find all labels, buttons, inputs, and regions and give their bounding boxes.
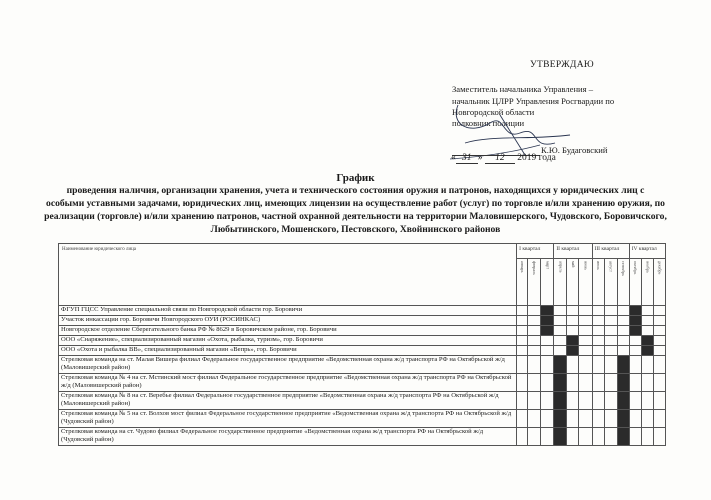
scheduled-month-cell <box>629 326 641 336</box>
scheduled-month-cell <box>554 410 567 428</box>
month-cell <box>567 392 579 410</box>
table-row <box>59 374 666 392</box>
month-cell <box>517 428 528 446</box>
approver-name: К.Ю. Будаговский <box>541 145 608 155</box>
month-cell <box>541 410 554 428</box>
month-cell <box>579 410 592 428</box>
month-cell <box>641 428 653 446</box>
month-cell <box>617 306 629 316</box>
month-label: октябрь <box>633 261 639 275</box>
month-cell <box>604 306 617 316</box>
month-cell <box>517 392 528 410</box>
month-cell <box>604 336 617 346</box>
month-cell <box>528 410 541 428</box>
table-row <box>59 316 666 326</box>
month-cell <box>617 326 629 336</box>
month-cell <box>592 428 604 446</box>
scheduled-month-cell <box>554 392 567 410</box>
company-name-cell: Стрелковая команда на ст. Малая Вишера филиал Федеральное государственное предприятие «Ведомственная охрана ж/д транспорта РФ на Октябрьской ж/д (Маловишерский район) <box>59 356 517 374</box>
month-label: июль <box>596 261 602 270</box>
month-cell <box>541 392 554 410</box>
header-month <box>541 259 554 306</box>
month-cell <box>592 356 604 374</box>
scheduled-month-cell <box>617 410 629 428</box>
header-company-name: Наименование юридического лица <box>59 244 517 306</box>
header-month <box>641 259 653 306</box>
table-row <box>59 326 666 336</box>
month-cell <box>528 316 541 326</box>
month-cell <box>528 356 541 374</box>
approval-date <box>451 153 556 164</box>
month-cell <box>554 346 567 356</box>
document-title: График <box>336 172 375 184</box>
month-cell <box>567 316 579 326</box>
schedule-table <box>58 243 666 446</box>
scheduled-month-cell <box>541 316 554 326</box>
scheduled-month-cell <box>617 392 629 410</box>
title-line-1: проведения наличия, организации хранения, учета и технического состояния оружия и патронов, находящихся у юридических лиц с <box>66 185 645 196</box>
month-cell <box>567 356 579 374</box>
month-cell <box>541 428 554 446</box>
month-cell <box>604 410 617 428</box>
month-cell <box>592 392 604 410</box>
month-cell <box>641 356 653 374</box>
month-cell <box>629 336 641 346</box>
date-month: 12 <box>485 153 515 164</box>
month-cell <box>617 316 629 326</box>
month-cell <box>528 374 541 392</box>
header-month <box>554 259 567 306</box>
month-cell <box>517 316 528 326</box>
month-cell <box>641 326 653 336</box>
month-cell <box>567 306 579 316</box>
header-month <box>629 259 641 306</box>
scheduled-month-cell <box>567 346 579 356</box>
month-cell <box>528 346 541 356</box>
month-label: июнь <box>583 261 589 271</box>
company-name-cell: Стрелковая команда № 4 на ст. Мстинский мост филиал Федеральное государственное предприятие «Ведомственная охрана ж/д транспорта РФ на Октябрьской ж/д (Маловишерский район) <box>59 374 517 392</box>
month-cell <box>629 356 641 374</box>
month-cell <box>528 392 541 410</box>
month-cell <box>541 356 554 374</box>
approval-heading: УТВЕРЖДАЮ <box>530 60 594 70</box>
month-cell <box>541 336 554 346</box>
header-month <box>604 259 617 306</box>
month-label: апрель <box>558 261 564 273</box>
month-cell <box>554 326 567 336</box>
table-row <box>59 346 666 356</box>
title-line-4: Любытинского, Мошенского, Пестовского, Хвойнинского районов <box>210 224 501 235</box>
month-cell <box>629 374 641 392</box>
month-cell <box>528 428 541 446</box>
header-month <box>653 259 665 306</box>
month-cell <box>517 356 528 374</box>
month-cell <box>567 326 579 336</box>
company-name-cell: Новгородское отделение Сберегательного банка РФ № 8629 в Боровичском районе, гор. Боровичи <box>59 326 517 336</box>
header-month <box>579 259 592 306</box>
month-cell <box>541 346 554 356</box>
month-cell <box>617 336 629 346</box>
approval-position-line-1: Заместитель начальника Управления – <box>452 84 594 94</box>
month-cell <box>653 410 665 428</box>
month-cell <box>528 336 541 346</box>
scheduled-month-cell <box>554 374 567 392</box>
scheduled-month-cell <box>541 306 554 316</box>
header-month <box>617 259 629 306</box>
month-cell <box>579 316 592 326</box>
month-cell <box>629 410 641 428</box>
scheduled-month-cell <box>629 306 641 316</box>
month-cell <box>554 316 567 326</box>
month-cell <box>604 392 617 410</box>
month-cell <box>653 356 665 374</box>
scheduled-month-cell <box>554 356 567 374</box>
scheduled-month-cell <box>617 374 629 392</box>
header-quarter-2: II квартал <box>554 244 592 259</box>
month-cell <box>629 346 641 356</box>
scheduled-month-cell <box>617 356 629 374</box>
month-label: май <box>570 261 576 268</box>
month-cell <box>653 336 665 346</box>
scheduled-month-cell <box>567 336 579 346</box>
month-cell <box>528 306 541 316</box>
header-month <box>567 259 579 306</box>
approval-position-line-2: начальник ЦЛРР Управления Росгвардии по <box>452 96 615 106</box>
month-label: ноябрь <box>645 261 651 273</box>
month-cell <box>579 346 592 356</box>
month-label: январь <box>520 261 526 273</box>
month-cell <box>653 326 665 336</box>
month-cell <box>528 326 541 336</box>
month-cell <box>554 336 567 346</box>
month-cell <box>653 374 665 392</box>
month-cell <box>579 336 592 346</box>
month-cell <box>554 306 567 316</box>
header-quarter-4: IV квартал <box>629 244 665 259</box>
month-cell <box>579 428 592 446</box>
month-cell <box>641 316 653 326</box>
month-cell <box>604 356 617 374</box>
month-cell <box>641 410 653 428</box>
month-label: декабрь <box>657 261 663 275</box>
month-cell <box>641 374 653 392</box>
month-cell <box>653 428 665 446</box>
month-cell <box>517 336 528 346</box>
scheduled-month-cell <box>554 428 567 446</box>
approval-position-line-3: Новгородской области <box>452 107 535 117</box>
month-cell <box>592 316 604 326</box>
month-cell <box>567 428 579 446</box>
date-open-quote: « <box>451 153 456 163</box>
scheduled-month-cell <box>641 336 653 346</box>
month-cell <box>567 410 579 428</box>
company-name-cell: Стрелковая команда № 5 на ст. Волхов мост филиал Федеральное государственное предприятие «Ведомственная охрана ж/д транспорта РФ на Октябрьской ж/д (Чудовский район) <box>59 410 517 428</box>
month-cell <box>592 326 604 336</box>
month-cell <box>579 356 592 374</box>
header-quarter-3: III квартал <box>592 244 629 259</box>
month-cell <box>592 410 604 428</box>
month-label: февраль <box>532 261 538 275</box>
date-close-quote: » <box>477 153 483 163</box>
month-cell <box>517 326 528 336</box>
month-cell <box>592 306 604 316</box>
month-cell <box>517 374 528 392</box>
table-row <box>59 336 666 346</box>
month-cell <box>579 306 592 316</box>
month-label: август <box>608 261 614 272</box>
month-cell <box>629 428 641 446</box>
header-month <box>528 259 541 306</box>
month-cell <box>653 346 665 356</box>
company-name-cell: Стрелковая команда № 8 на ст. Веребье филиал Федеральное государственное предприятие «Ведомственная охрана ж/д транспорта РФ на Октябрьской ж/д (Маловишерский район) <box>59 392 517 410</box>
approval-position-line-4: полковник полиции <box>452 118 525 128</box>
scheduled-month-cell <box>541 326 554 336</box>
month-cell <box>517 410 528 428</box>
month-cell <box>653 306 665 316</box>
month-cell <box>567 374 579 392</box>
month-label: март <box>545 261 551 269</box>
date-day: 31 <box>456 153 478 164</box>
header-month <box>517 259 528 306</box>
month-cell <box>592 374 604 392</box>
table-row <box>59 428 666 446</box>
month-cell <box>604 374 617 392</box>
company-name-cell: ООО «Охота и рыбалка ВВ», специализированный магазин «Вепрь», гор. Боровичи <box>59 346 517 356</box>
company-name-cell: ООО «Снаряжение», специализированный магазин «Охота, рыбалка, туризм», гор. Боровичи <box>59 336 517 346</box>
table-row <box>59 356 666 374</box>
month-cell <box>579 392 592 410</box>
month-cell <box>641 306 653 316</box>
month-cell <box>592 336 604 346</box>
month-cell <box>517 306 528 316</box>
table-row <box>59 410 666 428</box>
month-cell <box>604 316 617 326</box>
month-cell <box>641 392 653 410</box>
month-cell <box>592 346 604 356</box>
month-cell <box>629 392 641 410</box>
scheduled-month-cell <box>629 316 641 326</box>
month-cell <box>653 316 665 326</box>
month-cell <box>604 346 617 356</box>
table-row <box>59 306 666 316</box>
scheduled-month-cell <box>641 346 653 356</box>
date-year: 2019 года <box>517 153 556 163</box>
title-line-3: реализации (торговле) и/или хранению патронов, частной охранной деятельности на территории Маловишерского, Чудовского, Боровичского, <box>44 211 667 222</box>
title-line-2: особыми уставными задачами, юридических лиц, имеющих лицензии на осуществление работ (услуг) по торговле и/или хранению оружия, по <box>46 198 665 209</box>
month-cell <box>653 392 665 410</box>
month-cell <box>541 374 554 392</box>
month-cell <box>579 326 592 336</box>
header-month <box>592 259 604 306</box>
company-name-cell: Участок инкассации гор. Боровичи Новгородского ОУИ (РОСИНКАС) <box>59 316 517 326</box>
month-cell <box>617 346 629 356</box>
header-quarter-1: I квартал <box>517 244 554 259</box>
company-name-cell: ФГУП ГЦСС Управление специальной связи по Новгородской области гор. Боровичи <box>59 306 517 316</box>
month-cell <box>604 326 617 336</box>
month-label: сентябрь <box>621 261 627 277</box>
company-name-cell: Стрелковая команда на ст. Чудово филиал Федеральное государственное предприятие «Ведомственная охрана ж/д транспорта РФ на Октябрьской ж/д (Чудовский район) <box>59 428 517 446</box>
table-row <box>59 392 666 410</box>
month-cell <box>604 428 617 446</box>
scheduled-month-cell <box>617 428 629 446</box>
month-cell <box>517 346 528 356</box>
month-cell <box>579 374 592 392</box>
